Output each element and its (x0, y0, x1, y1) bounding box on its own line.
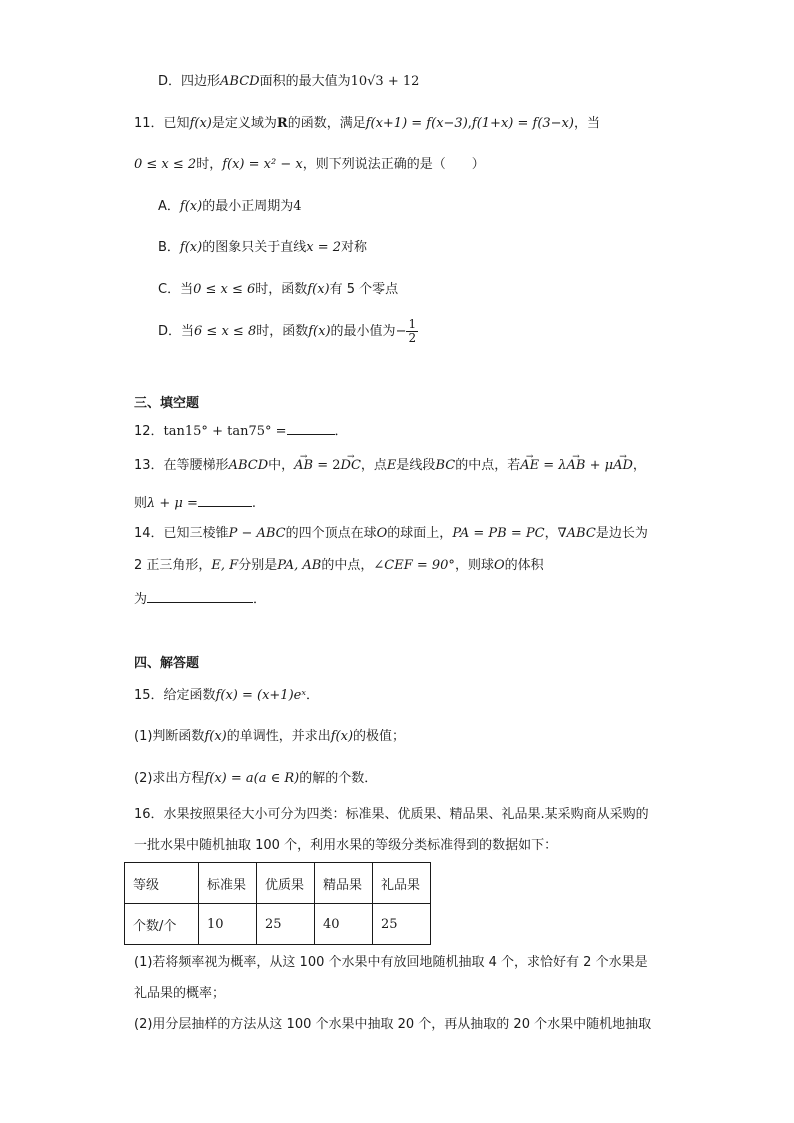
table-cell: 标准果 (199, 863, 257, 904)
table-cell: 25 (257, 904, 315, 945)
table-row (125, 904, 431, 945)
part-label: (2) (134, 771, 153, 786)
table-cell: 等级 (125, 863, 199, 904)
answer-blank[interactable] (147, 588, 253, 603)
text: 的体积 (504, 558, 544, 573)
text: 的解的个数． (299, 771, 378, 786)
math: f(x) = x² − x (222, 157, 303, 172)
grade-count-table (124, 862, 431, 945)
question-number: 16． (134, 807, 164, 822)
text: 时，函数 (256, 324, 309, 339)
text: 已知三棱锥 (163, 526, 229, 541)
q13-line1 (134, 456, 646, 476)
math: f(x) (179, 199, 203, 214)
math: PA, AB (277, 558, 322, 573)
table-cell: 10 (199, 904, 257, 945)
text: 当 (180, 282, 194, 297)
math: f(x) = (x+1)eˣ (215, 688, 306, 703)
q11-option-a (158, 197, 302, 217)
fraction (406, 318, 418, 345)
math: P − ABC (228, 526, 286, 541)
text: 2 正三角形， (134, 558, 212, 573)
text: 时， (196, 157, 223, 172)
option-label: C． (158, 282, 181, 297)
math: 4 (293, 199, 302, 214)
text: 的球面上， (387, 526, 453, 541)
option-label: B． (158, 240, 180, 255)
math: E (386, 458, 397, 473)
section-title: 三、填空题 (134, 396, 200, 411)
text: ， (544, 526, 558, 541)
text: 的极值； (353, 729, 406, 744)
text: 的四个顶点在球 (285, 526, 377, 541)
text: 是定义域为 (211, 116, 277, 131)
math: f(x) (204, 729, 227, 744)
q14-line3 (134, 588, 266, 610)
question-number: 15． (134, 688, 164, 703)
text: 求出方程 (152, 771, 205, 786)
text: 的函数，满足 (287, 116, 366, 131)
text: 给定函数 (163, 688, 216, 703)
text: 分别是 (238, 558, 278, 573)
text: . (251, 496, 257, 511)
vector: → DC (341, 456, 361, 476)
table-header-row (125, 863, 431, 904)
table-cell: 精品果 (315, 863, 373, 904)
q11-option-b (158, 238, 367, 258)
math: f(x) (308, 324, 331, 339)
section-title: 四、解答题 (134, 656, 200, 671)
math: f(x+1) = f(x−3) (365, 116, 468, 131)
text: 已知 (163, 116, 190, 131)
text: ， (632, 458, 646, 473)
text: ． (305, 688, 319, 703)
option-text: 四边形 (181, 74, 221, 89)
math: O (493, 558, 505, 573)
math: PA = PB = PC (452, 526, 545, 541)
math: f(x) = a(a ∈ R) (204, 771, 300, 786)
math: f(x) (189, 116, 212, 131)
q11-option-d (158, 318, 418, 346)
q14-line2 (134, 556, 544, 576)
vector: → AE (520, 456, 539, 476)
table-cell: 优质果 (257, 863, 315, 904)
math: f(1+x) = f(3−x) (471, 116, 574, 131)
text: 水果按照果径大小可分为四类：标准果、优质果、精品果、礼品果.某采购商从采购的 (163, 807, 649, 822)
question-number: 12． (134, 424, 164, 439)
math: + μ (585, 458, 614, 473)
text: 是线段 (396, 458, 436, 473)
q15-part2 (134, 769, 377, 789)
text: ，则下列说法正确的是（ ） (302, 157, 485, 172)
question-number: 14． (134, 526, 164, 541)
table-cell: 礼品果 (373, 863, 431, 904)
math: f(x) (179, 240, 203, 255)
q11-stem-line2 (134, 155, 485, 175)
math: = 2 (313, 458, 341, 473)
text: 时，函数 (255, 282, 308, 297)
text: ，则球 (454, 558, 494, 573)
q15-stem (134, 686, 319, 706)
math: ABCD (228, 458, 269, 473)
q13-line2 (134, 492, 256, 514)
answer-blank[interactable] (287, 420, 335, 435)
q12 (134, 420, 348, 442)
math: E, F (211, 558, 239, 573)
text: 是边长为 (595, 526, 648, 541)
table-cell: 40 (315, 904, 373, 945)
text: 中， (268, 458, 295, 473)
text: 判断函数 (152, 729, 205, 744)
math: O (376, 526, 388, 541)
text: 在等腰梯形 (163, 458, 229, 473)
text: 的最小值为 (330, 324, 396, 339)
text: ，当 (573, 116, 600, 131)
text: 的图象只关于直线 (202, 240, 307, 255)
question-number: 13． (134, 458, 164, 473)
q16-part1-line2: 礼品果的概率； (134, 986, 226, 1001)
denominator: 2 (408, 331, 417, 345)
text: ． (253, 592, 267, 607)
vector: → AB (294, 456, 313, 476)
math: 0 ≤ x ≤ 2 (134, 157, 197, 172)
answer-blank[interactable] (198, 492, 252, 507)
math: ∠CEF = 90° (373, 558, 455, 573)
q14-line1 (134, 524, 648, 544)
math: 0 ≤ x ≤ 6 (193, 282, 256, 297)
q16-part2-line1: (2)用分层抽样的方法从这 100 个水果中抽取 20 个，再从抽取的 20 个水果中随机地抽取 (134, 1017, 652, 1032)
math: − (395, 324, 407, 339)
vector: → AB (567, 456, 586, 476)
q10-option-d (158, 72, 419, 92)
text: 有 5 个零点 (329, 282, 399, 297)
math: R (276, 116, 288, 131)
text: ． (334, 424, 348, 439)
math: λ + μ = (147, 496, 198, 511)
text: 的最小正周期为 (202, 199, 294, 214)
table-cell: 个数/个 (125, 904, 199, 945)
text: 的中点，若 (455, 458, 521, 473)
math: tan15° + tan75° = (163, 424, 287, 439)
math: 6 ≤ x ≤ 8 (194, 324, 257, 339)
math-value: 10√3 + 12 (350, 74, 420, 89)
math: = λ (539, 458, 567, 473)
math: f(x) (307, 282, 330, 297)
part-label: (1) (134, 729, 153, 744)
text: , (467, 116, 472, 131)
text: 的单调性，并求出 (226, 729, 331, 744)
math: x = 2 (306, 240, 341, 255)
q16-part1-line1: (1)若将频率视为概率，从这 100 个水果中有放回地随机抽取 4 个，求恰好有 2 个水果是 (134, 955, 648, 970)
question-number: 11． (134, 116, 164, 131)
q16-stem-line2: 一批水果中随机抽取 100 个，利用水果的等级分类标准得到的数据如下： (134, 838, 558, 853)
text: 的中点， (321, 558, 374, 573)
text: 对称 (341, 240, 368, 255)
q15-part1 (134, 727, 405, 747)
numerator: 1 (408, 317, 417, 331)
option-label: D． (158, 74, 182, 89)
text: ，点 (360, 458, 387, 473)
table-cell: 25 (373, 904, 431, 945)
text: 为 (134, 592, 148, 607)
q11-stem-line1 (134, 114, 600, 134)
math: BC (435, 458, 456, 473)
text: 当 (181, 324, 195, 339)
math: ∇ABC (557, 526, 596, 541)
q16-stem-line1 (134, 805, 649, 825)
option-text: 面积的最大值为 (259, 74, 351, 89)
math: f(x) (330, 729, 354, 744)
vector: → AD (613, 456, 633, 476)
text: 则 (134, 496, 148, 511)
option-label: D． (158, 324, 182, 339)
q11-option-c (158, 280, 398, 300)
math-var: ABCD (220, 74, 260, 89)
option-label: A． (158, 199, 180, 214)
